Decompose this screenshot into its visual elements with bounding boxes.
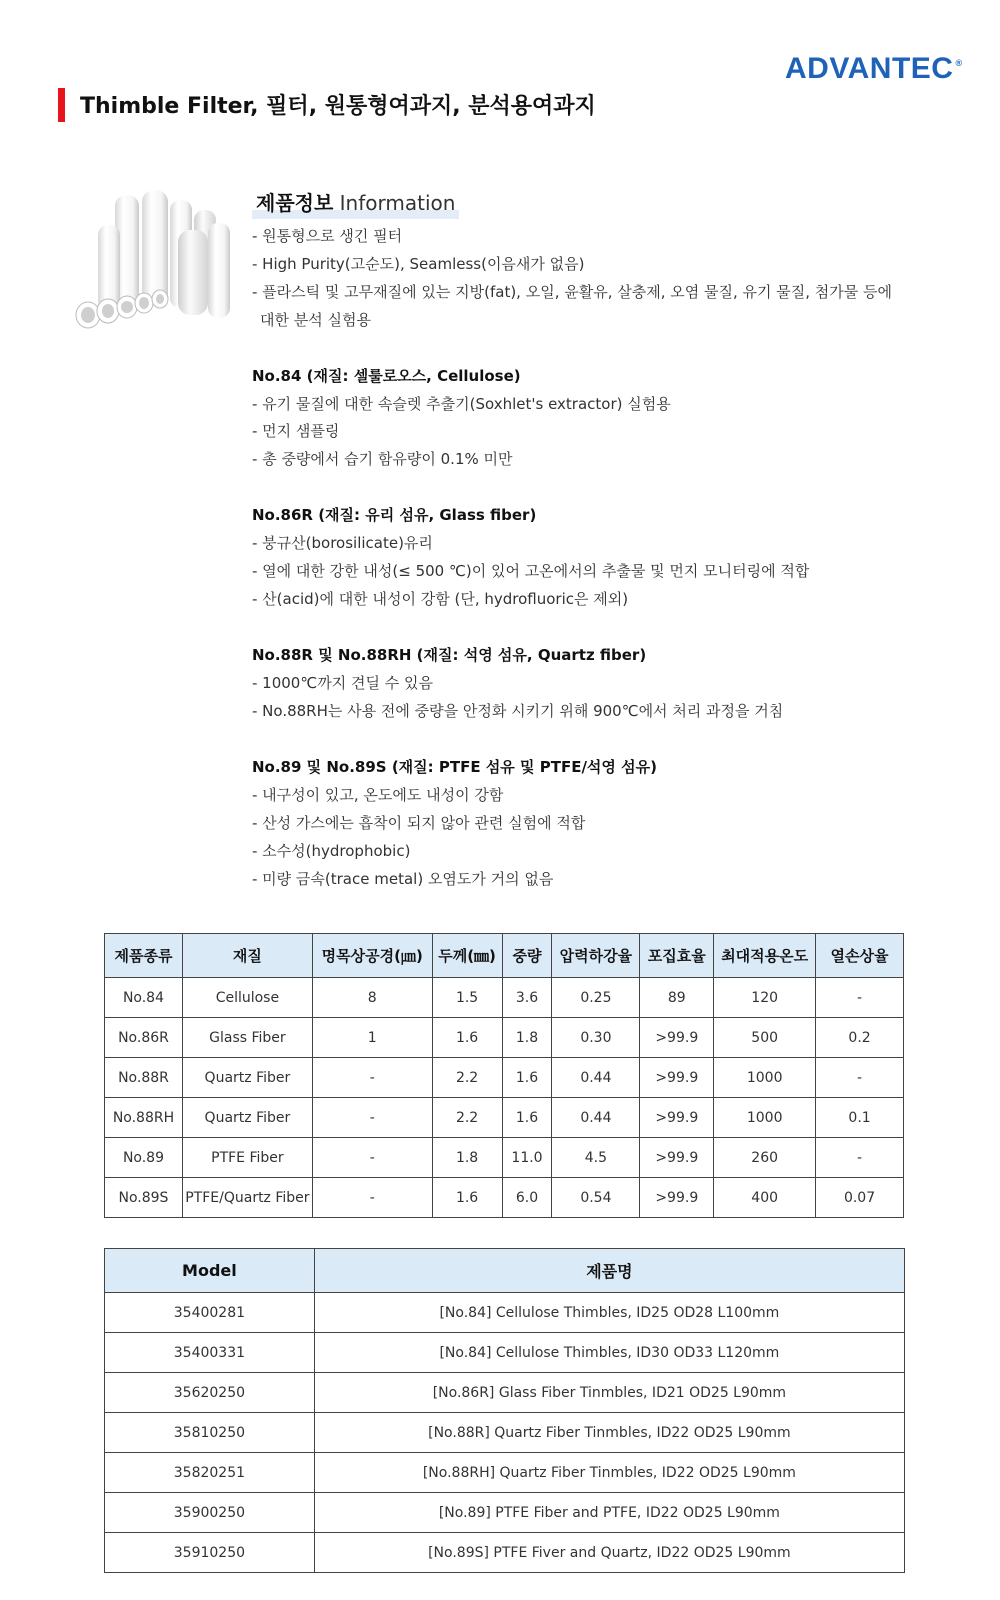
- spec-header-cell: 중량: [502, 934, 552, 978]
- section-line: - 산(acid)에 대한 내성이 강함 (단, hydrofluoric은 제외): [252, 590, 629, 608]
- model-header-cell: Model: [105, 1249, 315, 1293]
- table-cell: 260: [714, 1138, 816, 1178]
- table-row: [105, 1098, 904, 1138]
- table-cell: 4.5: [552, 1138, 640, 1178]
- table-row: [105, 1533, 905, 1573]
- table-cell: 1.5: [432, 978, 502, 1018]
- table-row: [105, 1178, 904, 1218]
- table-cell: 0.1: [816, 1098, 904, 1138]
- table-cell: -: [312, 1058, 432, 1098]
- table-cell: -: [312, 1098, 432, 1138]
- section-line: - 산성 가스에는 흡착이 되지 않아 관련 실험에 적합: [252, 814, 586, 832]
- section-line: - 미량 금속(trace metal) 오염도가 거의 없음: [252, 870, 554, 888]
- table-cell: 0.44: [552, 1098, 640, 1138]
- table-cell: >99.9: [640, 1058, 714, 1098]
- model-number: 35810250: [105, 1413, 315, 1453]
- table-cell: No.88RH: [105, 1098, 183, 1138]
- table-row: [105, 1373, 905, 1413]
- table-cell: >99.9: [640, 1018, 714, 1058]
- section-line: - No.88RH는 사용 전에 중량을 안정화 시키기 위해 900℃에서 처리 과정을 거침: [252, 702, 784, 720]
- intro-line: - 플라스틱 및 고무재질에 있는 지방(fat), 오일, 윤활유, 살충제, 오염 물질, 유기 물질, 첨가물 등에: [252, 283, 892, 301]
- table-cell: 0.30: [552, 1018, 640, 1058]
- table-cell: No.84: [105, 978, 183, 1018]
- table-row: [105, 1058, 904, 1098]
- table-cell: PTFE Fiber: [182, 1138, 312, 1178]
- table-row: [105, 1493, 905, 1533]
- table-cell: 0.07: [816, 1178, 904, 1218]
- page-title: Thimble Filter, 필터, 원통형여과지, 분석용여과지: [80, 94, 596, 119]
- spec-header-row: [105, 934, 904, 978]
- table-cell: 1.6: [502, 1098, 552, 1138]
- table-cell: 1.6: [432, 1018, 502, 1058]
- spec-header-cell: 제품종류: [105, 934, 183, 978]
- model-header-row: [105, 1249, 905, 1293]
- table-cell: -: [312, 1178, 432, 1218]
- model-number: 35400331: [105, 1333, 315, 1373]
- section-line: - 1000℃까지 견딜 수 있음: [252, 674, 433, 692]
- spec-table: [104, 933, 904, 1218]
- section-line: - 유기 물질에 대한 속슬렛 추출기(Soxhlet's extractor) 실험용: [252, 395, 671, 413]
- model-number: 35910250: [105, 1533, 315, 1573]
- table-cell: No.86R: [105, 1018, 183, 1058]
- registered-mark: ®: [955, 58, 963, 68]
- table-cell: 8: [312, 978, 432, 1018]
- table-cell: >99.9: [640, 1178, 714, 1218]
- table-row: [105, 1293, 905, 1333]
- table-cell: -: [312, 1138, 432, 1178]
- table-cell: 2.2: [432, 1098, 502, 1138]
- model-number: 35900250: [105, 1493, 315, 1533]
- table-cell: Glass Fiber: [182, 1018, 312, 1058]
- table-row: [105, 1138, 904, 1178]
- table-cell: 0.54: [552, 1178, 640, 1218]
- table-cell: -: [816, 978, 904, 1018]
- model-table: [104, 1248, 905, 1573]
- info-heading: [252, 185, 459, 219]
- table-cell: >99.9: [640, 1138, 714, 1178]
- table-cell: 1.6: [432, 1178, 502, 1218]
- table-cell: 89: [640, 978, 714, 1018]
- table-cell: PTFE/Quartz Fiber: [182, 1178, 312, 1218]
- model-number: 35620250: [105, 1373, 315, 1413]
- intro-line: - High Purity(고순도), Seamless(이음새가 없음): [252, 255, 585, 273]
- table-cell: -: [816, 1058, 904, 1098]
- model-number: 35820251: [105, 1453, 315, 1493]
- table-cell: 0.25: [552, 978, 640, 1018]
- table-cell: Quartz Fiber: [182, 1098, 312, 1138]
- table-cell: Cellulose: [182, 978, 312, 1018]
- product-name: [No.89] PTFE Fiber and PTFE, ID22 OD25 L90mm: [314, 1493, 904, 1533]
- section-line: - 총 중량에서 습기 함유량이 0.1% 미만: [252, 450, 513, 468]
- table-cell: No.88R: [105, 1058, 183, 1098]
- table-cell: 120: [714, 978, 816, 1018]
- logo-text: ADVANTEC: [785, 52, 954, 85]
- spec-header-cell: 최대적용온도: [714, 934, 816, 978]
- table-row: [105, 1333, 905, 1373]
- intro-line: - 원통형으로 생긴 필터: [252, 227, 403, 245]
- table-cell: 6.0: [502, 1178, 552, 1218]
- table-cell: 1.8: [502, 1018, 552, 1058]
- product-name: [No.84] Cellulose Thimbles, ID25 OD28 L100mm: [314, 1293, 904, 1333]
- spec-header-cell: 열손상율: [816, 934, 904, 978]
- table-cell: 400: [714, 1178, 816, 1218]
- intro-line: 대한 분석 실험용: [260, 311, 371, 329]
- model-header-cell: 제품명: [314, 1249, 904, 1293]
- product-name: [No.88R] Quartz Fiber Tinmbles, ID22 OD25 L90mm: [314, 1413, 904, 1453]
- table-row: [105, 1453, 905, 1493]
- table-cell: >99.9: [640, 1098, 714, 1138]
- section-line: - 열에 대한 강한 내성(≤ 500 ℃)이 있어 고온에서의 추출물 및 먼지 모니터링에 적합: [252, 562, 810, 580]
- table-cell: 2.2: [432, 1058, 502, 1098]
- table-cell: 0.2: [816, 1018, 904, 1058]
- product-name: [No.89S] PTFE Fiver and Quartz, ID22 OD25 L90mm: [314, 1533, 904, 1573]
- table-row: [105, 978, 904, 1018]
- table-cell: Quartz Fiber: [182, 1058, 312, 1098]
- table-cell: 11.0: [502, 1138, 552, 1178]
- spec-header-cell: 재질: [182, 934, 312, 978]
- table-cell: -: [816, 1138, 904, 1178]
- table-row: [105, 1018, 904, 1058]
- table-cell: 0.44: [552, 1058, 640, 1098]
- spec-header-cell: 압력하강율: [552, 934, 640, 978]
- section-line: - 먼지 샘플링: [252, 422, 340, 440]
- section-line: - 붕규산(borosilicate)유리: [252, 534, 433, 552]
- section-title-no86r: No.86R (재질: 유리 섬유, Glass fiber): [252, 506, 537, 524]
- info-heading-ko: 제품정보: [256, 191, 334, 215]
- product-name: [No.84] Cellulose Thimbles, ID30 OD33 L120mm: [314, 1333, 904, 1373]
- advantec-logo: [785, 52, 963, 86]
- table-cell: 1: [312, 1018, 432, 1058]
- table-cell: No.89: [105, 1138, 183, 1178]
- table-row: [105, 1413, 905, 1453]
- title-accent-bar: [58, 88, 65, 122]
- thimble-filters-image: [70, 185, 240, 340]
- section-line: - 내구성이 있고, 온도에도 내성이 강함: [252, 786, 504, 804]
- section-title-no88r: No.88R 및 No.88RH (재질: 석영 섬유, Quartz fiber): [252, 646, 647, 664]
- table-cell: 1000: [714, 1058, 816, 1098]
- table-cell: 500: [714, 1018, 816, 1058]
- product-name: [No.88RH] Quartz Fiber Tinmbles, ID22 OD25 L90mm: [314, 1453, 904, 1493]
- table-cell: 1000: [714, 1098, 816, 1138]
- product-name: [No.86R] Glass Fiber Tinmbles, ID21 OD25 L90mm: [314, 1373, 904, 1413]
- spec-header-cell: 두께(㎜): [432, 934, 502, 978]
- model-number: 35400281: [105, 1293, 315, 1333]
- info-heading-en: Information: [339, 191, 456, 215]
- section-title-no84: No.84 (재질: 셀룰로오스, Cellulose): [252, 367, 521, 385]
- section-line: - 소수성(hydrophobic): [252, 842, 411, 860]
- spec-header-cell: 포집효율: [640, 934, 714, 978]
- section-title-no89: No.89 및 No.89S (재질: PTFE 섬유 및 PTFE/석영 섬유): [252, 758, 657, 776]
- table-cell: 3.6: [502, 978, 552, 1018]
- spec-header-cell: 명목상공경(㎛): [312, 934, 432, 978]
- table-cell: 1.6: [502, 1058, 552, 1098]
- table-cell: No.89S: [105, 1178, 183, 1218]
- table-cell: 1.8: [432, 1138, 502, 1178]
